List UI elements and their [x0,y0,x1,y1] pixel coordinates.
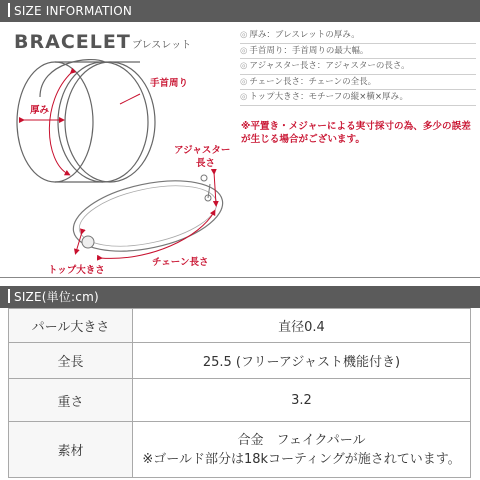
label-thickness: 厚み [30,105,50,116]
size-information-title: SIZE INFORMATION [14,4,133,18]
row-value: 直径0.4 [133,309,471,343]
spec-text: トップ大きさ：モチーフの縦×横×厚み。 [249,92,408,102]
info-panel [0,22,480,276]
wrist-leader [120,94,140,104]
row-value [133,422,471,478]
chain-bracelet-drawing [67,169,229,263]
table-row [9,309,471,343]
label-wrist: 手首周り [150,78,189,89]
bullet-icon: ◎ [240,61,248,71]
spec-text: 手首周り：手首周りの最大幅。 [249,45,369,56]
label-adjuster-2: 長さ [196,158,216,169]
spec-text: チェーン長さ：チェーンの全長。 [249,76,377,87]
row-label: 素材 [9,422,133,478]
section-divider [0,277,480,278]
label-chain: チェーン長さ [152,257,209,268]
wrist-arrow [49,72,72,174]
bangle-drawing [17,60,155,182]
adjuster-arrow [214,172,216,204]
brand-title: BRACELET [14,31,131,53]
spec-text: 厚み：ブレスレットの厚み。 [249,30,360,40]
row-label: パール大きさ [9,309,133,343]
row-label: 重さ [9,379,133,422]
spec-text: アジャスター長さ：アジャスターの長さ。 [249,61,410,71]
spec-list [240,28,476,106]
table-row [9,343,471,379]
label-top-size: トップ大きさ [48,265,105,276]
spec-item-wrist [240,44,476,60]
table-row [9,422,471,478]
bullet-icon: ◎ [240,45,248,56]
bullet-icon: ◎ [240,76,248,87]
bullet-icon: ◎ [240,92,248,102]
header-mark [8,3,10,17]
row-value: 25.5 (フリーアジャスト機能付き) [133,343,471,379]
row-value: 3.2 [133,379,471,422]
spec-item-adjuster [240,59,476,75]
size-header-title: SIZE(単位:cm) [14,290,99,304]
material-note: ※ゴールド部分は18kコーティングが施されています。 [142,451,461,467]
spec-item-thickness [240,28,476,44]
measurement-note: ※平置き・メジャーによる実寸採寸の為、多少の誤差が生じる場合がございます。 [241,121,471,145]
table-row [9,379,471,422]
row-label: 全長 [9,343,133,379]
material-line: 合金 フェイクパール [237,432,366,448]
size-information-header [0,0,480,22]
header-mark [8,289,10,303]
label-adjuster-1: アジャスター [174,145,231,156]
spec-item-chain [240,75,476,91]
spec-item-top-size [240,90,476,106]
size-table [8,308,471,478]
bullet-icon: ◎ [240,30,248,40]
brand-subtitle: ブレスレット [132,40,192,51]
size-header [0,286,480,308]
